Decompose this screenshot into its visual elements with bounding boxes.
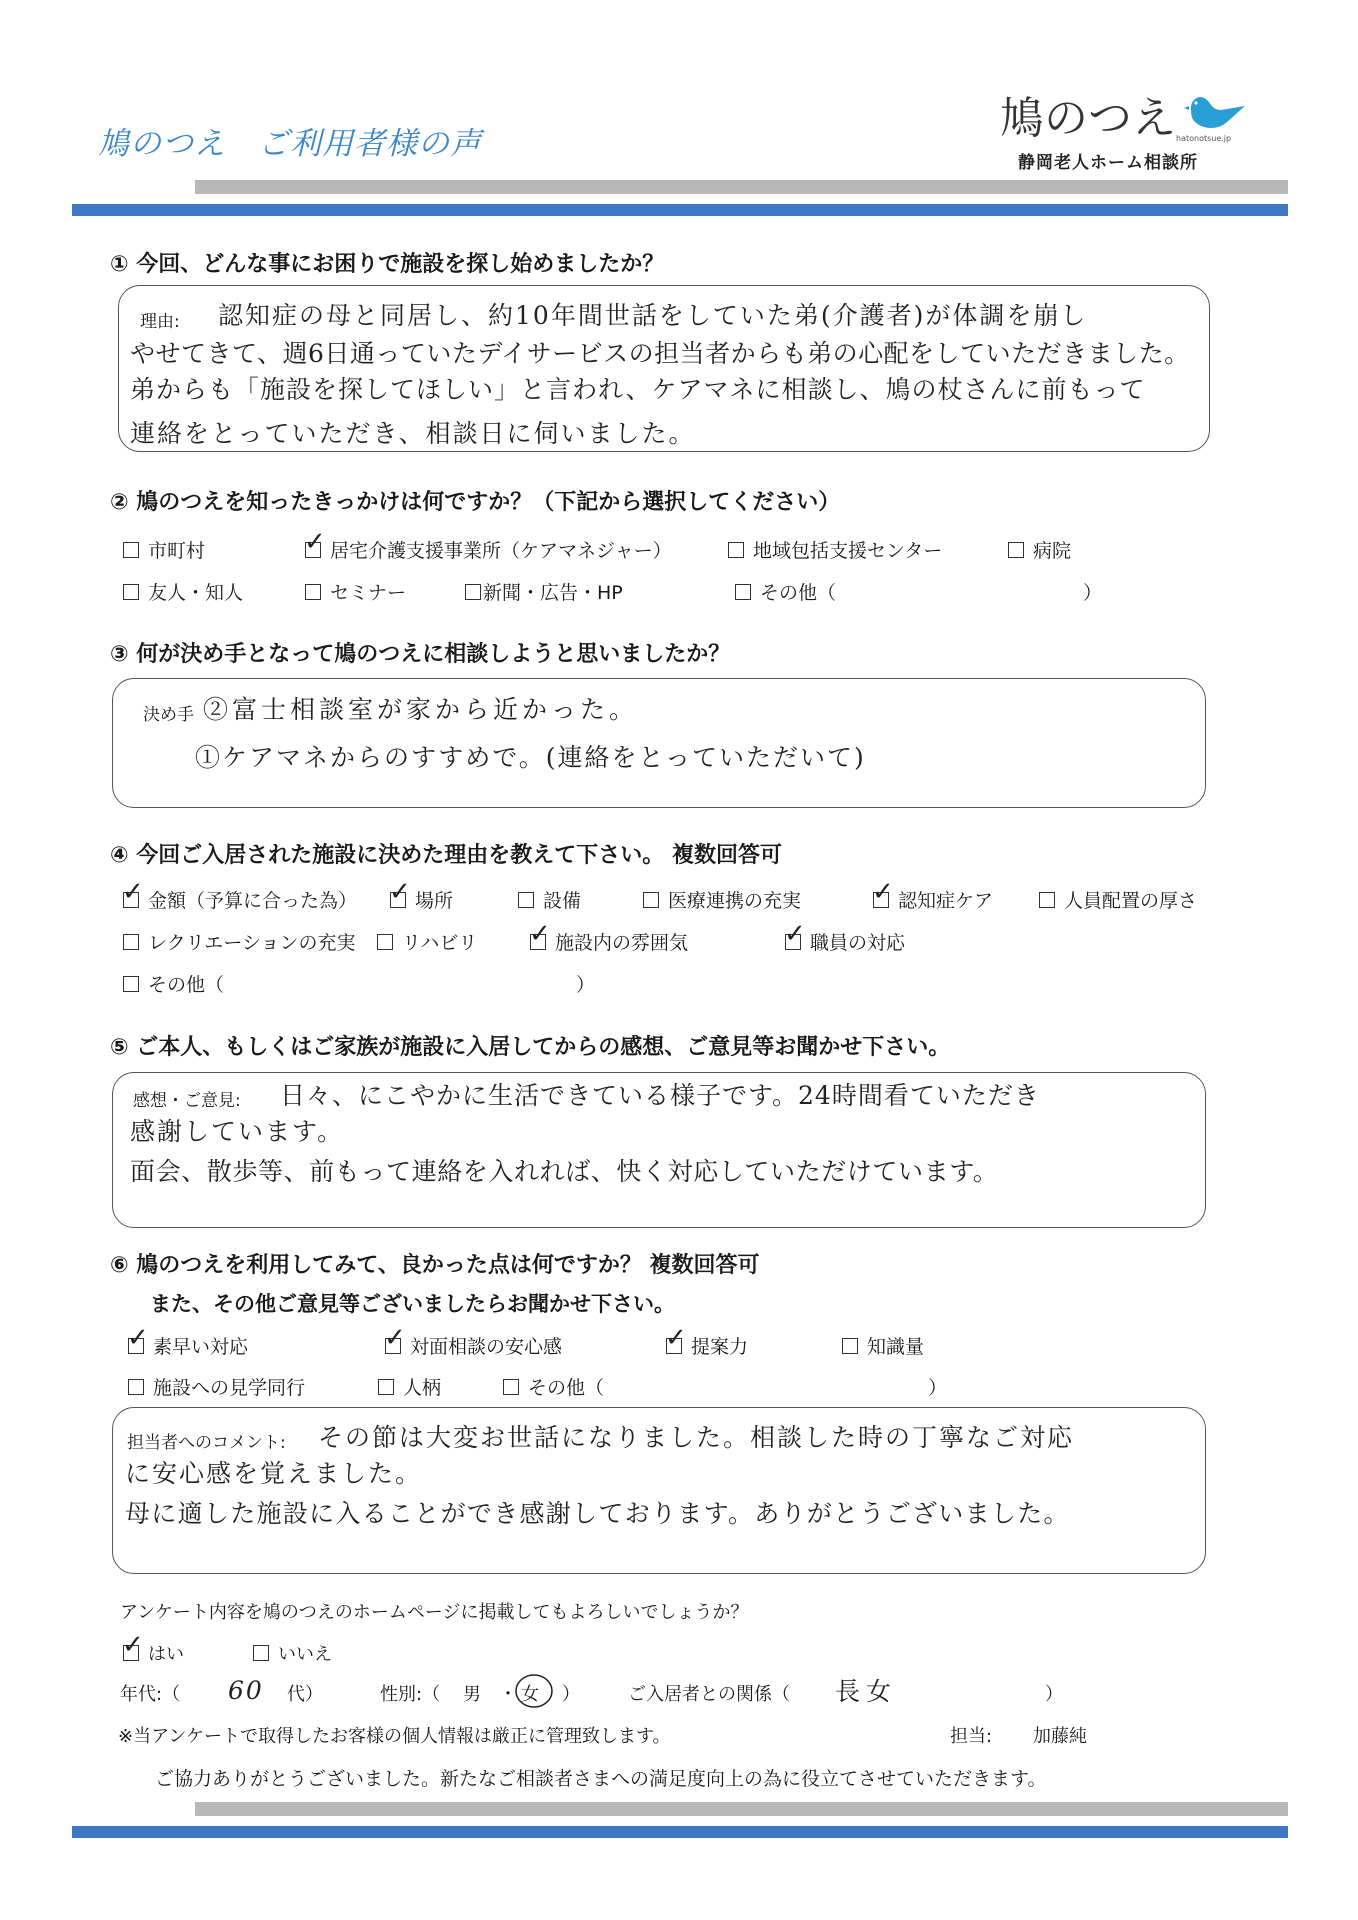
page-title: 鳩のつえ ご利用者様の声 bbox=[98, 126, 482, 162]
relation-label: ご入居者との関係（ bbox=[628, 1684, 790, 1705]
gender-female-circled: 女 bbox=[521, 1684, 539, 1705]
q6-option[interactable]: ✓ 対面相談の安心感 bbox=[384, 1322, 563, 1358]
checkbox[interactable] bbox=[123, 584, 139, 600]
gender-close: ） bbox=[562, 1684, 580, 1705]
handwritten-line: やせてきて、週6日通っていたデイサービスの担当者からも弟の心配をしていただきました。 bbox=[130, 339, 1190, 368]
checkbox[interactable] bbox=[1039, 892, 1055, 908]
handwritten-line: 連絡をとっていただき、相談日に伺いました。 bbox=[130, 419, 696, 448]
q4-option[interactable]: 設備 bbox=[518, 886, 581, 913]
q4-option[interactable]: リハビリ bbox=[377, 928, 477, 955]
q4-option[interactable]: ✓ 施設内の雰囲気 bbox=[529, 918, 689, 954]
relation-close: ） bbox=[1045, 1684, 1063, 1705]
permission-no[interactable]: いいえ bbox=[253, 1640, 332, 1666]
top-divider-gray bbox=[195, 180, 1288, 194]
q4-option[interactable]: レクリエーションの充実 bbox=[123, 928, 355, 955]
q4-option[interactable]: ✓ 職員の対応 bbox=[784, 918, 906, 954]
selection-circle bbox=[512, 1670, 556, 1712]
q6-option[interactable]: 施設への見学同行 bbox=[128, 1373, 305, 1400]
bottom-divider-blue bbox=[72, 1826, 1288, 1838]
q6-option[interactable]: その他（ bbox=[503, 1373, 604, 1400]
q2-option[interactable]: 市町村 bbox=[123, 536, 205, 563]
checkbox[interactable] bbox=[1008, 542, 1024, 558]
thanks-message: ご協力ありがとうございました。新たなご相談者さまへの満足度向上の為に役立てさせていただきます。 bbox=[155, 1768, 1047, 1790]
logo-url: hatonotsue.jp bbox=[1176, 134, 1232, 143]
permission-yes[interactable]: ✓ はい bbox=[122, 1630, 184, 1665]
handwritten-line: その節は大変お世話になりました。相談した時の丁寧なご対応 bbox=[318, 1423, 1075, 1452]
q4-option[interactable]: ✓ 場所 bbox=[389, 876, 454, 912]
q2-option[interactable]: その他（ bbox=[735, 578, 836, 605]
q4-option[interactable]: ✓ 認知症ケア bbox=[872, 876, 994, 912]
age-value: 60 bbox=[228, 1676, 264, 1705]
logo-subtitle: 静岡老人ホーム相談所 bbox=[1018, 153, 1198, 173]
checkbox-checked[interactable]: ✓ bbox=[122, 1630, 144, 1660]
impression-label: 感想・ご意見: bbox=[133, 1091, 241, 1111]
gender-separator: ・ bbox=[499, 1684, 517, 1705]
q2-option[interactable]: セミナー bbox=[305, 578, 406, 605]
q2-option[interactable]: 地域包括支援センター bbox=[728, 536, 942, 563]
checkbox-checked[interactable]: ✓ bbox=[389, 876, 411, 907]
handwritten-line: 面会、散歩等、前もって連絡を入れれば、快く対応していただけています。 bbox=[130, 1157, 999, 1186]
checkbox[interactable] bbox=[377, 934, 393, 950]
q2-option[interactable]: 友人・知人 bbox=[123, 578, 243, 605]
question-6-subtitle: また、その他ご意見等ございましたらお聞かせ下さい。 bbox=[150, 1292, 675, 1316]
comment-label: 担当者へのコメント: bbox=[127, 1433, 286, 1453]
checkbox[interactable] bbox=[503, 1379, 519, 1395]
age-unit: 代） bbox=[287, 1684, 323, 1705]
close-paren: ） bbox=[1083, 582, 1103, 604]
checkbox[interactable] bbox=[465, 584, 481, 600]
handwritten-line: 弟からも「施設を探してほしい」と言われ、ケアマネに相談し、鳩の杖さんに前もって bbox=[130, 375, 1146, 404]
checkbox[interactable] bbox=[128, 1379, 144, 1395]
checkbox-checked[interactable]: ✓ bbox=[122, 876, 144, 907]
q6-option[interactable]: ✓ 素早い対応 bbox=[127, 1322, 249, 1358]
checkbox-checked[interactable]: ✓ bbox=[872, 876, 894, 907]
reason-label: 理由: bbox=[140, 312, 180, 332]
checkbox[interactable] bbox=[518, 892, 534, 908]
bottom-divider-gray bbox=[195, 1802, 1288, 1816]
question-1-title: ① 今回、どんな事にお困りで施設を探し始めましたか？ bbox=[110, 252, 665, 277]
checkbox[interactable] bbox=[643, 892, 659, 908]
question-4-title: ④ 今回ご入居された施設に決めた理由を教えて下さい。 複数回答可 bbox=[110, 843, 782, 868]
q6-option[interactable]: 知識量 bbox=[842, 1332, 924, 1359]
handwritten-line: に安心感を覚えました。 bbox=[125, 1459, 423, 1488]
relation-value: 長女 bbox=[835, 1677, 898, 1706]
checkbox[interactable] bbox=[305, 584, 321, 600]
q4-option[interactable]: その他（ bbox=[123, 970, 224, 997]
handwritten-line: 認知症の母と同居し、約10年間世話をしていた弟(介護者)が体調を崩し bbox=[218, 301, 1088, 330]
checkbox-checked[interactable]: ✓ bbox=[304, 526, 326, 557]
checkbox[interactable] bbox=[253, 1645, 269, 1661]
checkbox[interactable] bbox=[735, 584, 751, 600]
checkbox-checked[interactable]: ✓ bbox=[784, 918, 806, 949]
handwritten-line: ②富士相談室が家から近かった。 bbox=[203, 695, 639, 724]
checkbox-checked[interactable]: ✓ bbox=[384, 1322, 406, 1353]
staff-label: 担当: bbox=[950, 1726, 993, 1747]
q2-option[interactable]: ✓ 居宅介護支援事業所（ケアマネジャー） bbox=[304, 526, 672, 562]
gender-label: 性別:（ bbox=[380, 1684, 441, 1705]
gender-male: 男 bbox=[463, 1684, 481, 1705]
question-6-title: ⑥ 鳩のつえを利用してみて、良かった点は何ですか？ 複数回答可 bbox=[110, 1253, 760, 1278]
question-3-title: ③ 何が決め手となって鳩のつえに相談しようと思いましたか？ bbox=[110, 642, 731, 667]
staff-name: 加藤純 bbox=[1033, 1726, 1087, 1747]
question-5-title: ⑤ ご本人、もしくはご家族が施設に入居してからの感想、ご意見等お聞かせ下さい。 bbox=[110, 1035, 951, 1060]
top-divider-blue bbox=[72, 204, 1288, 216]
q6-option[interactable]: 人柄 bbox=[378, 1373, 441, 1400]
pigeon-logo-icon bbox=[1183, 86, 1247, 136]
q2-option[interactable]: 新聞・広告・HP bbox=[465, 578, 623, 605]
q4-option[interactable]: 人員配置の厚さ bbox=[1039, 886, 1197, 913]
checkbox-checked[interactable]: ✓ bbox=[529, 918, 551, 949]
decision-label: 決め手 bbox=[143, 705, 194, 725]
logo-text: 鳩のつえ bbox=[1000, 93, 1176, 144]
privacy-notice: ※当アンケートで取得したお客様の個人情報は厳正に管理致します。 bbox=[118, 1726, 671, 1747]
logo bbox=[1000, 82, 1260, 177]
close-paren: ） bbox=[928, 1377, 948, 1399]
handwritten-line: 日々、にこやかに生活できている様子です。24時間看ていただき bbox=[280, 1081, 1040, 1110]
checkbox[interactable] bbox=[842, 1338, 858, 1354]
q6-option[interactable]: ✓ 提案力 bbox=[665, 1322, 749, 1358]
checkbox-checked[interactable]: ✓ bbox=[665, 1322, 687, 1353]
checkbox[interactable] bbox=[123, 542, 139, 558]
checkbox[interactable] bbox=[123, 976, 139, 992]
q2-option[interactable]: 病院 bbox=[1008, 536, 1071, 563]
checkbox[interactable] bbox=[123, 934, 139, 950]
checkbox-checked[interactable]: ✓ bbox=[127, 1322, 149, 1353]
checkbox[interactable] bbox=[728, 542, 744, 558]
q4-option[interactable]: ✓ 金額（予算に合った為） bbox=[122, 876, 358, 912]
close-paren: ） bbox=[576, 974, 596, 996]
question-2-title: ② 鳩のつえを知ったきっかけは何ですか？（下記から選択してください） bbox=[110, 490, 841, 515]
handwritten-line: 感謝しています。 bbox=[130, 1117, 345, 1146]
checkbox[interactable] bbox=[378, 1379, 394, 1395]
handwritten-line: ①ケアマネからのすすめで。(連絡をとっていただいて) bbox=[195, 743, 866, 772]
permission-question: アンケート内容を鳩のつえのホームページに掲載してもよろしいでしょうか？ bbox=[120, 1602, 749, 1623]
q4-option[interactable]: 医療連携の充実 bbox=[643, 886, 801, 913]
handwritten-line: 母に適した施設に入ることができ感謝しております。ありがとうございました。 bbox=[125, 1499, 1070, 1528]
age-label: 年代:（ bbox=[120, 1684, 181, 1705]
